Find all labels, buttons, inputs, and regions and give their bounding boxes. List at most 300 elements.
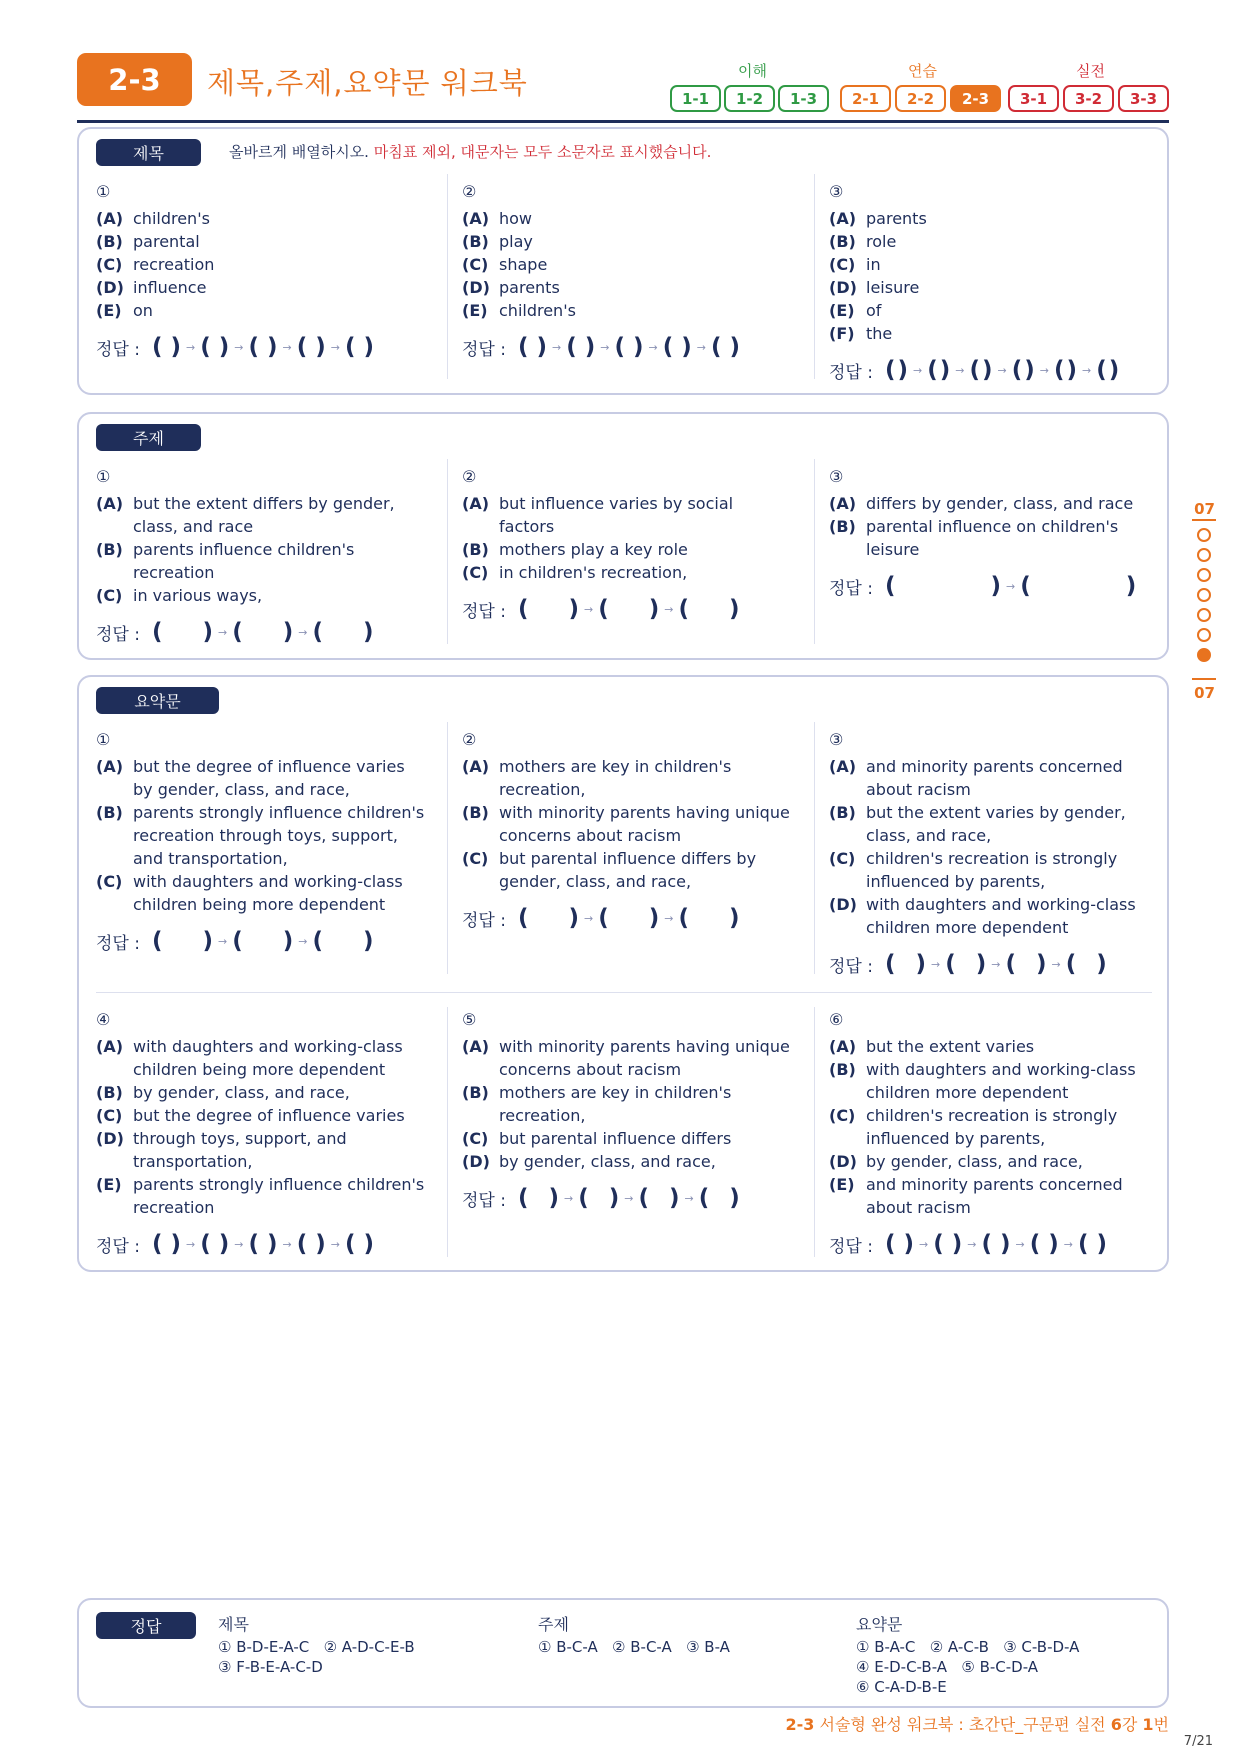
answer-blank[interactable]: ( ): [598, 596, 660, 622]
choice-item: [462, 538, 792, 561]
choice-item: [829, 1150, 1159, 1173]
arrow-icon: →: [967, 1237, 977, 1251]
choice-text: in children's recreation,: [499, 563, 688, 582]
choice-item: [96, 230, 426, 253]
answer-blank[interactable]: ( ): [344, 1231, 375, 1257]
choice-letter: (E): [96, 1175, 122, 1194]
column-divider: [814, 459, 815, 644]
choice-item: [96, 492, 426, 538]
choice-text: with minority parents having unique concerns about racism: [499, 1037, 790, 1079]
choice-item: [462, 801, 792, 847]
choice-item: [829, 847, 1159, 893]
column-divider: [814, 1007, 815, 1257]
answer-blank[interactable]: ( ): [312, 928, 374, 954]
topic-question-1: [96, 466, 426, 645]
choice-letter: (A): [829, 209, 857, 228]
answer-blank[interactable]: ( ): [151, 619, 214, 645]
arrow-icon: →: [919, 1237, 929, 1251]
choice-text: mothers are key in children's recreation,: [499, 1083, 732, 1125]
nav-2-2[interactable]: 2-2: [895, 85, 946, 112]
choice-item: [829, 1035, 1159, 1058]
choice-item: [462, 253, 792, 276]
arrow-icon: →: [664, 602, 674, 616]
choice-text: and minority parents concerned about racism: [866, 757, 1123, 799]
choice-item: [96, 755, 426, 801]
topic-question-3: [829, 466, 1159, 599]
answer-blank-row: [829, 573, 1159, 599]
choice-text: with daughters and working-class children more dependent: [866, 1060, 1136, 1102]
nav-3-1[interactable]: 3-1: [1008, 85, 1059, 112]
choice-item: [96, 207, 426, 230]
summary-question-2: [462, 729, 792, 931]
answer-key-title-values: [218, 1637, 415, 1677]
choice-text: with daughters and working-class children more dependent: [866, 895, 1136, 937]
answer-blank[interactable]: ( ): [1029, 1231, 1059, 1257]
choice-item: [462, 230, 792, 253]
answer-blank[interactable]: ( ): [566, 334, 596, 360]
answer-blank-row: [96, 928, 426, 954]
choice-item: [96, 1081, 426, 1104]
arrow-icon: →: [600, 340, 610, 354]
answer-label: 정답 :: [829, 956, 873, 977]
answer-blank[interactable]: ( ): [248, 334, 278, 360]
answer-key-line: ③ F-B-E-A-C-D: [218, 1658, 323, 1676]
answer-blank[interactable]: ( ): [698, 1185, 740, 1211]
answer-blank[interactable]: ( ): [248, 1231, 278, 1257]
answer-blank[interactable]: ( ): [200, 334, 230, 360]
answer-key-topic-head: 주제: [538, 1615, 569, 1634]
choice-letter: (D): [829, 895, 857, 914]
choice-text: parents: [866, 209, 927, 228]
instruction-note: 마침표 제외, 대문자는 모두 소문자로 표시했습니다.: [373, 143, 712, 161]
arrow-icon: →: [913, 363, 923, 377]
choice-item: [96, 584, 426, 607]
choice-letter: (C): [462, 255, 489, 274]
choice-letter: (C): [96, 586, 123, 605]
answer-blank[interactable]: (): [927, 357, 951, 383]
arrow-icon: →: [955, 363, 965, 377]
choice-item: [96, 870, 426, 916]
choice-item: [96, 538, 426, 584]
nav-1-2[interactable]: 1-2: [724, 85, 775, 112]
answer-blank[interactable]: ( ): [884, 951, 927, 977]
answer-blank[interactable]: ( ): [710, 334, 741, 360]
choice-item: [829, 515, 1159, 561]
nav-2-1[interactable]: 2-1: [840, 85, 891, 112]
choice-item: [96, 1104, 426, 1127]
choice-letter: (B): [96, 1083, 123, 1102]
choice-text: but influence varies by social factors: [499, 494, 734, 536]
answer-blank[interactable]: (): [1053, 357, 1078, 383]
answer-blank[interactable]: ( ): [517, 596, 580, 622]
answer-blank[interactable]: ( ): [933, 1231, 963, 1257]
choice-letter: (C): [462, 1129, 489, 1148]
choice-letter: (A): [462, 1037, 490, 1056]
choice-item: [96, 1173, 426, 1219]
choice-letter: (C): [829, 849, 856, 868]
answer-blank[interactable]: (): [1096, 357, 1120, 383]
choice-item: [829, 299, 1159, 322]
answer-blank[interactable]: ( ): [517, 905, 580, 931]
choice-letter: (D): [96, 1129, 124, 1148]
question-number: ②: [462, 467, 477, 486]
summary-question-5: [462, 1009, 792, 1211]
answer-blank[interactable]: (): [884, 357, 909, 383]
choice-item: [462, 1150, 792, 1173]
answer-blank[interactable]: ( ): [517, 1185, 560, 1211]
choice-letter: (A): [462, 757, 490, 776]
answer-blank[interactable]: ( ): [578, 1185, 620, 1211]
arrow-icon: →: [1063, 1237, 1073, 1251]
choice-text: leisure: [866, 278, 920, 297]
question-number: ③: [829, 467, 844, 486]
choice-letter: (D): [462, 278, 490, 297]
choice-letter: (A): [829, 1037, 857, 1056]
choice-text: parental influence on children's leisure: [866, 517, 1119, 559]
arrow-icon: →: [218, 934, 228, 948]
answer-blank[interactable]: ( ): [296, 1231, 326, 1257]
choice-letter: (B): [829, 232, 856, 251]
nav-group-label-understand: 이해: [738, 62, 767, 80]
choice-item: [829, 230, 1159, 253]
choice-letter: (C): [96, 1106, 123, 1125]
nav-2-3[interactable]: 2-3: [950, 85, 1001, 112]
answer-blank[interactable]: ( ): [614, 334, 644, 360]
footer-code: 2-3: [785, 1715, 815, 1734]
choice-item: [829, 1104, 1159, 1150]
choice-text: on: [133, 301, 153, 320]
question-number: ③: [829, 182, 844, 201]
answer-blank[interactable]: ( ): [1065, 951, 1107, 977]
choice-item: [462, 207, 792, 230]
answer-blank[interactable]: ( ): [517, 334, 548, 360]
arrow-icon: →: [1006, 579, 1016, 593]
answer-blank[interactable]: ( ): [296, 334, 326, 360]
answer-blank[interactable]: ( ): [344, 334, 375, 360]
choice-letter: (B): [96, 803, 123, 822]
choice-letter: (E): [462, 301, 488, 320]
choice-letter: (D): [829, 1152, 857, 1171]
answer-label: 정답 :: [462, 1190, 506, 1211]
choice-letter: (F): [829, 324, 855, 343]
column-divider: [447, 459, 448, 644]
choice-text: through toys, support, and transportation,: [133, 1129, 347, 1171]
answer-key-summary-head: 요약문: [856, 1615, 903, 1634]
answer-blank[interactable]: ( ): [981, 1231, 1011, 1257]
answer-blank[interactable]: (): [1011, 357, 1035, 383]
choice-letter: (E): [96, 301, 122, 320]
choice-item: [829, 253, 1159, 276]
choice-letter: (C): [462, 563, 489, 582]
question-number: ④: [96, 1010, 111, 1029]
answer-label: 정답 :: [96, 624, 140, 645]
arrow-icon: →: [282, 340, 292, 354]
progress-dot: [1197, 608, 1211, 622]
arrow-icon: →: [696, 340, 706, 354]
answer-label: 정답 :: [96, 1236, 140, 1257]
choice-letter: (D): [829, 278, 857, 297]
choice-text: but the extent varies: [866, 1037, 1035, 1056]
topic-question-2: [462, 466, 792, 622]
choice-text: play: [499, 232, 533, 251]
answer-label: 정답 :: [462, 339, 506, 360]
choice-item: [462, 561, 792, 584]
choice-item: [462, 847, 792, 893]
question-number: ③: [829, 730, 844, 749]
column-divider: [447, 174, 448, 379]
choice-text: parental: [133, 232, 200, 251]
answer-blank[interactable]: ( ): [1020, 573, 1137, 599]
answer-blank-row: [462, 596, 792, 622]
arrow-icon: →: [552, 340, 562, 354]
choice-text: parents strongly influence children's recreation: [133, 1175, 425, 1217]
arrow-icon: →: [1051, 957, 1061, 971]
answer-blank-row: [96, 1231, 426, 1257]
choice-letter: (C): [96, 255, 123, 274]
choice-item: [462, 276, 792, 299]
choice-item: [462, 1081, 792, 1127]
answer-blank[interactable]: ( ): [151, 1231, 182, 1257]
choice-item: [96, 1035, 426, 1081]
answer-key-line: ④ E-D-C-B-A ⑤ B-C-D-A: [856, 1658, 1039, 1676]
answer-blank[interactable]: ( ): [151, 928, 214, 954]
choice-item: [462, 1127, 792, 1150]
choice-letter: (E): [829, 301, 855, 320]
choice-letter: (A): [829, 757, 857, 776]
arrow-icon: →: [282, 1237, 292, 1251]
topic-panel: [77, 412, 1169, 660]
choice-text: but the degree of influence varies: [133, 1106, 405, 1125]
arrow-icon: →: [664, 911, 674, 925]
nav-1-3[interactable]: 1-3: [778, 85, 829, 112]
answer-blank-row: [829, 357, 1159, 383]
answer-blank[interactable]: ( ): [884, 573, 1002, 599]
column-divider: [814, 722, 815, 974]
question-number: ①: [96, 467, 111, 486]
arrow-icon: →: [330, 340, 340, 354]
choice-text: by gender, class, and race,: [866, 1152, 1083, 1171]
answer-blank[interactable]: ( ): [200, 1231, 230, 1257]
nav-group-label-real: 실전: [1076, 62, 1105, 80]
choice-letter: (A): [96, 494, 124, 513]
arrow-icon: →: [991, 957, 1001, 971]
choice-letter: (B): [462, 803, 489, 822]
arrow-icon: →: [564, 1191, 574, 1205]
choice-text: with daughters and working-class children being more dependent: [133, 872, 403, 914]
choice-item: [829, 322, 1159, 345]
answer-blank-row: [462, 1185, 792, 1211]
nav-3-3[interactable]: 3-3: [1118, 85, 1169, 112]
choice-text: but parental influence differs by gender, class, and race,: [499, 849, 757, 891]
side-underline: [1192, 678, 1216, 680]
title-question-2: [462, 181, 792, 360]
nav-1-1[interactable]: 1-1: [670, 85, 721, 112]
answer-key-line: ① B-A-C ② A-C-B ③ C-B-D-A: [856, 1638, 1080, 1656]
choice-text: influence: [133, 278, 207, 297]
arrow-icon: →: [1015, 1237, 1025, 1251]
choice-letter: (B): [829, 1060, 856, 1079]
answer-key-line: ⑥ C-A-D-B-E: [856, 1678, 947, 1696]
choice-text: recreation: [133, 255, 215, 274]
answer-label: 정답 :: [829, 362, 873, 383]
choice-text: mothers are key in children's recreation,: [499, 757, 732, 799]
choice-letter: (B): [462, 232, 489, 251]
choice-text: the: [866, 324, 893, 343]
answer-label: 정답 :: [96, 339, 140, 360]
choice-text: parents: [499, 278, 560, 297]
answer-label: 정답 :: [462, 910, 506, 931]
answer-blank-row: [829, 951, 1159, 977]
arrow-icon: →: [298, 625, 308, 639]
arrow-icon: →: [997, 363, 1007, 377]
choice-letter: (B): [462, 540, 489, 559]
choice-letter: (B): [96, 232, 123, 251]
title-panel: [77, 127, 1169, 395]
choice-text: but the extent varies by gender, class, and race,: [866, 803, 1126, 845]
choice-letter: (A): [96, 757, 124, 776]
answer-blank[interactable]: ( ): [312, 619, 374, 645]
arrow-icon: →: [298, 934, 308, 948]
choice-item: [829, 755, 1159, 801]
arrow-icon: →: [584, 911, 594, 925]
arrow-icon: →: [1039, 363, 1049, 377]
answer-blank[interactable]: ( ): [1005, 951, 1047, 977]
progress-dot: [1197, 528, 1211, 542]
choice-letter: (D): [462, 1152, 490, 1171]
page-number: 7/21: [1183, 1734, 1213, 1749]
choice-text: but the degree of influence varies by gender, class, and race,: [133, 757, 405, 799]
answer-blank[interactable]: ( ): [662, 334, 692, 360]
column-divider: [447, 1007, 448, 1257]
nav-3-2[interactable]: 3-2: [1063, 85, 1114, 112]
side-underline: [1192, 519, 1216, 521]
choice-item: [462, 299, 792, 322]
arrow-icon: →: [584, 602, 594, 616]
choice-item: [96, 801, 426, 870]
choice-letter: (C): [462, 849, 489, 868]
answer-label: 정답 :: [829, 578, 873, 599]
choice-text: role: [866, 232, 897, 251]
answer-key-panel: [77, 1598, 1169, 1708]
answer-label: 정답 :: [96, 933, 140, 954]
arrow-icon: →: [330, 1237, 340, 1251]
answer-blank[interactable]: ( ): [232, 619, 294, 645]
summary-question-1: [96, 729, 426, 954]
answer-blank-row: [96, 619, 426, 645]
choice-text: children's recreation is strongly influenced by parents,: [866, 849, 1118, 891]
answer-blank[interactable]: ( ): [638, 1185, 680, 1211]
choice-text: parents influence children's recreation: [133, 540, 355, 582]
answer-blank[interactable]: ( ): [678, 596, 740, 622]
answer-blank-row: [829, 1231, 1159, 1257]
answer-blank[interactable]: ( ): [884, 1231, 915, 1257]
answer-label: 정답 :: [829, 1236, 873, 1257]
answer-key-topic-values: [538, 1637, 730, 1657]
progress-dot: [1197, 648, 1211, 662]
choice-letter: (A): [829, 494, 857, 513]
choice-text: with minority parents having unique concerns about racism: [499, 803, 790, 845]
instruction: [229, 141, 711, 162]
choice-letter: (E): [829, 1175, 855, 1194]
choice-letter: (C): [829, 1106, 856, 1125]
progress-dot: [1197, 628, 1211, 642]
choice-letter: (B): [96, 540, 123, 559]
choice-text: and minority parents concerned about racism: [866, 1175, 1123, 1217]
answer-blank[interactable]: ( ): [678, 905, 740, 931]
section-tag-title: 제목: [96, 139, 201, 166]
footer-text: 서술형 완성 워크북 : 초간단_구문편 실전: [814, 1715, 1111, 1734]
answer-label: 정답 :: [462, 601, 506, 622]
answer-blank[interactable]: ( ): [232, 928, 294, 954]
arrow-icon: →: [648, 340, 658, 354]
progress-dot: [1197, 568, 1211, 582]
answer-blank-row: [462, 905, 792, 931]
progress-dot: [1197, 588, 1211, 602]
title-question-3: [829, 181, 1159, 383]
choice-item: [462, 492, 792, 538]
arrow-icon: →: [1082, 363, 1092, 377]
column-divider: [447, 722, 448, 974]
question-number: ②: [462, 730, 477, 749]
choice-item: [829, 276, 1159, 299]
header-divider: [77, 120, 1169, 123]
choice-letter: (A): [462, 494, 490, 513]
column-divider: [814, 174, 815, 379]
summary-question-4: [96, 1009, 426, 1257]
arrow-icon: →: [931, 957, 941, 971]
answer-key-line: ① B-D-E-A-C ② A-D-C-E-B: [218, 1638, 415, 1656]
choice-text: by gender, class, and race,: [499, 1152, 716, 1171]
choice-letter: (B): [462, 1083, 489, 1102]
footer-caption: [786, 1712, 1170, 1735]
answer-blank[interactable]: ( ): [151, 334, 182, 360]
choice-letter: (A): [96, 209, 124, 228]
choice-item: [462, 755, 792, 801]
choice-letter: (A): [96, 1037, 124, 1056]
answer-key-title-head: 제목: [218, 1615, 249, 1634]
nav-group-label-practice: 연습: [908, 62, 937, 80]
side-page-number-bottom: 07: [1194, 684, 1215, 702]
question-number: ①: [96, 730, 111, 749]
arrow-icon: →: [234, 340, 244, 354]
side-page-number-top: 07: [1194, 500, 1215, 518]
choice-text: of: [866, 301, 882, 320]
summary-panel: [77, 675, 1169, 1272]
footer-text: 번: [1153, 1715, 1169, 1734]
arrow-icon: →: [218, 625, 228, 639]
question-number: ⑥: [829, 1010, 844, 1029]
lesson-badge: 2-3: [77, 53, 192, 106]
choice-text: but parental influence differs: [499, 1129, 732, 1148]
choice-text: but the extent differs by gender, class, and race: [133, 494, 395, 536]
arrow-icon: →: [684, 1191, 694, 1205]
choice-item: [829, 893, 1159, 939]
arrow-icon: →: [624, 1191, 634, 1205]
answer-blank[interactable]: ( ): [598, 905, 660, 931]
arrow-icon: →: [186, 1237, 196, 1251]
choice-text: parents strongly influence children's recreation through toys, support, and transportation,: [133, 803, 425, 868]
answer-blank-row: [96, 334, 426, 360]
section-tag-summary: 요약문: [96, 687, 219, 714]
answer-blank[interactable]: ( ): [1077, 1231, 1108, 1257]
footer-text: 강: [1121, 1715, 1143, 1734]
footer-question-number: 1: [1142, 1715, 1154, 1734]
answer-blank[interactable]: ( ): [945, 951, 987, 977]
instruction-text: 올바르게 배열하시오.: [229, 143, 369, 161]
choice-item: [96, 1127, 426, 1173]
answer-blank[interactable]: (): [969, 357, 993, 383]
choice-text: children's: [133, 209, 210, 228]
